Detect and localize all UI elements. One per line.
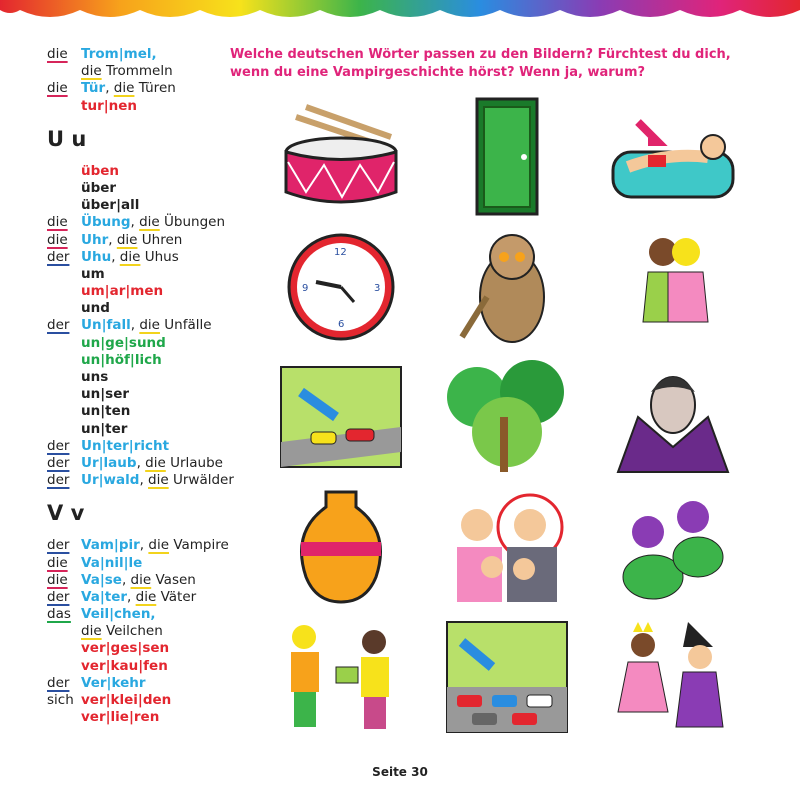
plural-noun: Uhus: [144, 248, 179, 265]
word-entry: [47, 249, 247, 266]
plural-noun: Urlaube: [170, 454, 223, 471]
word: [81, 658, 168, 675]
plural-noun: Türen: [138, 80, 176, 97]
word-text: um: [81, 265, 105, 282]
word: [81, 300, 110, 317]
article: der: [47, 674, 70, 691]
word: [81, 386, 129, 403]
plural-noun: Urwälder: [172, 472, 234, 489]
plural-article: die: [113, 80, 135, 97]
word-entry: [47, 438, 247, 455]
word-text: um|ar|men: [81, 283, 164, 300]
word-text: uns: [81, 369, 109, 385]
article: der: [47, 437, 70, 454]
plural-form: , die Urlaube: [136, 454, 223, 471]
word-text: Va|se: [81, 571, 122, 588]
word-entry: [47, 709, 247, 726]
word: [81, 180, 116, 197]
word: [81, 80, 176, 97]
word-entry: [47, 352, 247, 369]
plural-noun: Unfälle: [164, 317, 212, 334]
word-text: ver|klei|den: [81, 692, 172, 708]
svg-text:12: 12: [334, 247, 347, 258]
article: die: [47, 214, 68, 231]
word-entry: [47, 623, 247, 640]
word-text: ver|lie|ren: [81, 709, 160, 726]
word-text: Va|ter: [81, 588, 128, 605]
word-entry: [47, 403, 247, 420]
word: [81, 283, 163, 300]
word-text: Uhu: [81, 248, 112, 265]
plural-article: die: [148, 472, 169, 489]
word-entry: [47, 421, 247, 438]
picture-traffic: [424, 612, 590, 742]
question-text: Welche deutschen Wörter passen zu den Bildern? Fürchtest du dich, wenn du eine Vampirgeschichte hörst? Wenn ja, warum?: [230, 47, 731, 80]
article: der: [47, 472, 70, 489]
word-text: Un|ter|richt: [81, 437, 170, 454]
word: [81, 163, 119, 180]
word-text: über|all: [81, 197, 140, 214]
picture-jungle: [424, 352, 590, 482]
word-entry: [47, 555, 247, 572]
word-entry: [47, 472, 247, 489]
word-entry: [47, 455, 247, 472]
word-entry: [47, 589, 247, 606]
word: [81, 266, 105, 283]
word-text: Veil|chen,: [81, 606, 156, 623]
word-entry: [47, 675, 247, 692]
plural-article: die: [139, 214, 160, 231]
plural-article: die: [145, 454, 166, 471]
plural-form: , die Unfälle: [130, 317, 212, 334]
word-text: Un|fall: [81, 317, 131, 334]
word-text: un|ten: [81, 403, 131, 420]
article: der: [47, 317, 70, 334]
word: [81, 214, 225, 231]
word-text: Übung: [81, 214, 131, 231]
picture-car-accident: [258, 352, 424, 482]
plural-article: die: [116, 231, 138, 248]
svg-text:9: 9: [302, 283, 309, 294]
plural-article: die: [81, 623, 102, 640]
article: der: [47, 454, 70, 471]
plural-form: [81, 623, 163, 639]
plural-form: , die Vasen: [121, 571, 196, 588]
word-entry: [47, 692, 247, 709]
word: [81, 640, 169, 657]
picture-costumed-children: [590, 612, 756, 742]
word-list: [47, 46, 247, 726]
word-entry: [47, 98, 247, 115]
article: das: [47, 606, 71, 623]
word: [81, 317, 212, 334]
plural-noun: Trommeln: [105, 63, 173, 80]
word-text: un|ser: [81, 386, 130, 403]
picture-violets: [590, 482, 756, 612]
letter-heading: U u: [47, 126, 87, 151]
article: sich: [47, 692, 74, 708]
word-text: und: [81, 300, 110, 317]
word-entry: [47, 80, 247, 97]
plural-form: , die Urwälder: [139, 472, 234, 489]
article: der: [47, 537, 70, 554]
word-entry: [47, 537, 247, 554]
word: [81, 572, 196, 589]
word: [81, 249, 179, 266]
picture-selling: [258, 612, 424, 742]
word: [81, 352, 162, 369]
word: [81, 709, 159, 726]
word-text: Tür: [81, 80, 106, 97]
word-text: Ur|wald: [81, 472, 140, 489]
plural-noun: Veilchen: [105, 623, 163, 640]
word: [81, 623, 163, 640]
word-entry: [47, 163, 247, 180]
word-text: Uhr: [81, 231, 109, 248]
plural-article: die: [119, 248, 141, 265]
rainbow-border: [0, 0, 800, 22]
word-text: un|ter: [81, 420, 128, 437]
word: [81, 675, 146, 692]
word-entry: [47, 300, 247, 317]
word-entry: [47, 572, 247, 589]
word-text: Va|nil|le: [81, 554, 143, 571]
word-entry: [47, 317, 247, 334]
picture-family: [424, 482, 590, 612]
word-text: un|ge|sund: [81, 334, 166, 351]
article: die: [47, 231, 68, 248]
word-entry: [47, 232, 247, 249]
word: [81, 606, 156, 623]
page-number: Seite 30: [372, 765, 428, 779]
plural-form: , die Väter: [127, 588, 197, 605]
word: [81, 692, 171, 709]
word-entry: [47, 266, 247, 283]
article: der: [47, 248, 70, 265]
word-text: üben: [81, 162, 120, 179]
word: [81, 472, 234, 489]
article: die: [47, 46, 68, 62]
plural-article: die: [135, 588, 157, 605]
picture-drum: [258, 92, 424, 222]
word: [81, 421, 127, 438]
plural-noun: Vasen: [155, 571, 196, 588]
plural-noun: Uhren: [141, 231, 183, 248]
plural-form: [81, 63, 173, 79]
plural-form: , die Uhus: [111, 248, 179, 265]
word-entry: [47, 640, 247, 657]
word-text: un|höf|lich: [81, 351, 162, 368]
letter-heading: V v: [47, 501, 85, 526]
word-text: Ur|laub: [81, 454, 137, 471]
word-entry: [47, 369, 247, 386]
word-text: Vam|pir: [81, 537, 140, 554]
picture-door: [424, 92, 590, 222]
word-text: über: [81, 179, 117, 196]
word-text: Trom|mel,: [81, 46, 157, 62]
plural-noun: Vampire: [173, 537, 229, 554]
article: die: [47, 554, 68, 571]
word: [81, 369, 108, 386]
word-text: tur|nen: [81, 97, 138, 114]
word-entry: [47, 283, 247, 300]
word-text: Ver|kehr: [81, 674, 146, 691]
word: [81, 197, 139, 214]
plural-article: die: [130, 571, 152, 588]
picture-clock: [258, 222, 424, 352]
plural-form: , die Übungen: [130, 214, 226, 231]
plural-article: die: [139, 317, 160, 334]
picture-grid: [258, 92, 758, 752]
word: [81, 537, 229, 554]
svg-text:6: 6: [338, 319, 345, 330]
word-entry: [47, 46, 247, 63]
word: [81, 589, 196, 606]
word: [81, 403, 130, 420]
plural-noun: Väter: [160, 588, 197, 605]
word-entry: [47, 606, 247, 623]
article: die: [47, 80, 68, 97]
word: [81, 98, 137, 115]
picture-hugging-girls: [590, 222, 756, 352]
word: [81, 438, 169, 455]
word-text: ver|kau|fen: [81, 657, 168, 674]
word: [81, 455, 223, 472]
word-entry: [47, 335, 247, 352]
svg-text:3: 3: [374, 283, 381, 294]
word-entry: [47, 386, 247, 403]
plural-form: , die Vampire: [139, 537, 229, 554]
word-entry: [47, 214, 247, 231]
word: [81, 232, 182, 249]
plural-article: die: [81, 63, 102, 80]
word: [81, 63, 173, 80]
word-entry: [47, 658, 247, 675]
word-entry: [47, 63, 247, 80]
word-text: ver|ges|sen: [81, 640, 170, 657]
picture-owl: [424, 222, 590, 352]
picture-vampire: [590, 352, 756, 482]
plural-form: , die Uhren: [108, 231, 183, 248]
plural-noun: Übungen: [164, 214, 226, 231]
word: [81, 555, 142, 572]
article: der: [47, 588, 70, 605]
plural-article: die: [148, 537, 170, 554]
article: die: [47, 571, 68, 588]
word-entry: [47, 197, 247, 214]
picture-swimmer: [590, 92, 756, 222]
word-entry: [47, 180, 247, 197]
picture-vase: [258, 482, 424, 612]
plural-form: , die Türen: [105, 80, 176, 97]
word: [81, 335, 166, 352]
word: [81, 46, 157, 63]
